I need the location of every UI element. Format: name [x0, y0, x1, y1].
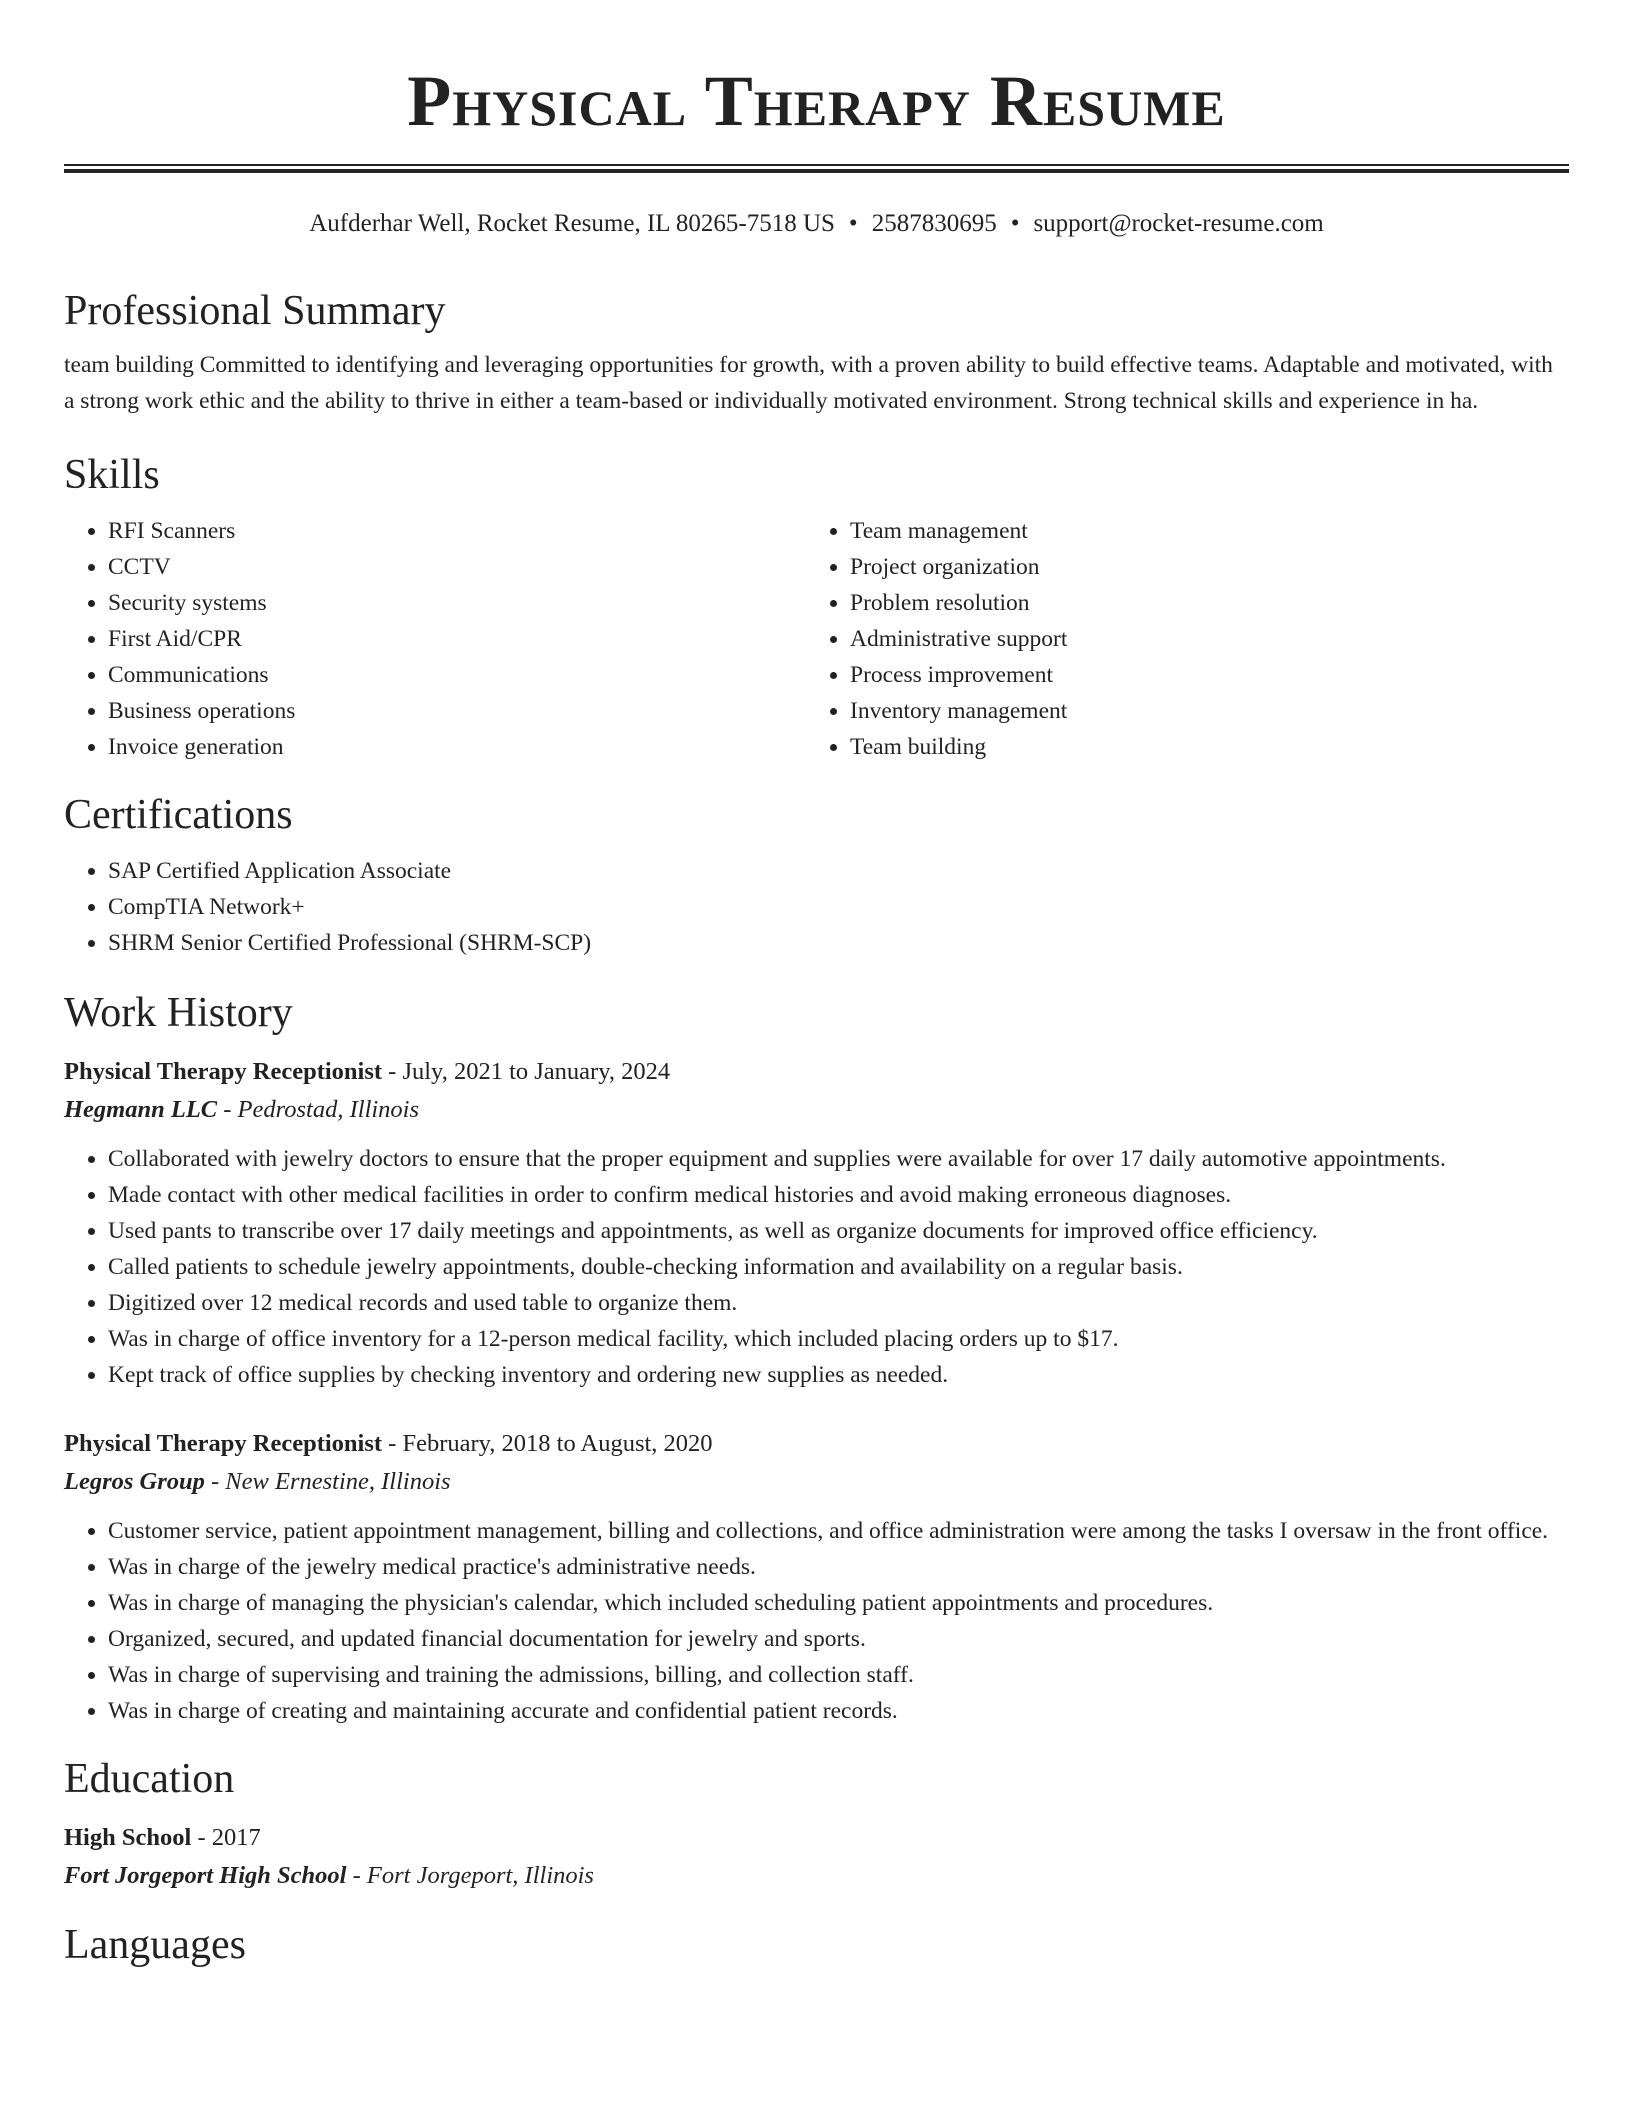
job-bullet: • Was in charge of creating and maintaining accurate and confidential patient records. — [108, 1693, 1569, 1729]
education-school-line — [64, 1857, 1569, 1895]
job-bullet: • Collaborated with jewelry doctors to ensure that the proper equipment and supplies were available for over 17 daily automotive appointments. — [108, 1141, 1569, 1177]
skill-item: • Administrative support — [850, 621, 1548, 657]
bullet-separator: • — [1010, 210, 1020, 237]
job-bullet: • Was in charge of office inventory for a 12-person medical facility, which included placing orders up to $17. — [108, 1321, 1569, 1357]
certification-item: • CompTIA Network+ — [108, 889, 1569, 925]
job-dates: - July, 2021 to January, 2024 — [382, 1058, 671, 1085]
certifications-list — [64, 853, 1569, 961]
skill-item: • First Aid/CPR — [108, 621, 806, 657]
job-company-line — [64, 1463, 1569, 1501]
skill-item: • Business operations — [108, 693, 806, 729]
job-location: - New Ernestine, Illinois — [204, 1468, 451, 1495]
section-heading-education: Education — [64, 1756, 235, 1802]
job-header — [64, 1425, 1569, 1463]
job-bullet: • Kept track of office supplies by checking inventory and ordering new supplies as needed. — [108, 1357, 1569, 1393]
job-title: Physical Therapy Receptionist — [64, 1430, 383, 1457]
skills-list-right — [806, 513, 1548, 765]
skill-item: • Security systems — [108, 585, 806, 621]
job-bullet: • Digitized over 12 medical records and used table to organize them. — [108, 1285, 1569, 1321]
education-year: - 2017 — [191, 1824, 261, 1851]
skill-item: • Communications — [108, 657, 806, 693]
skill-item: • Team management — [850, 513, 1548, 549]
job-title: Physical Therapy Receptionist — [64, 1058, 383, 1085]
education-degree: High School — [64, 1824, 192, 1851]
job-company: Legros Group — [64, 1468, 205, 1495]
skill-item: • Team building — [850, 729, 1548, 765]
education-header — [64, 1819, 1569, 1857]
job-bullet: • Customer service, patient appointment management, billing and collections, and office administration were among the tasks I oversaw in the front office. — [108, 1513, 1569, 1549]
contact-email: support@rocket-resume.com — [1033, 210, 1324, 237]
section-heading-work-history: Work History — [64, 990, 293, 1036]
job-bullet: • Was in charge of managing the physician's calendar, which included scheduling patient appointments and procedures. — [108, 1585, 1569, 1621]
resume-title: Physical Therapy Resume — [407, 61, 1226, 141]
certification-item: • SHRM Senior Certified Professional (SHRM-SCP) — [108, 925, 1569, 961]
certification-item: • SAP Certified Application Associate — [108, 853, 1569, 889]
skill-item: • Invoice generation — [108, 729, 806, 765]
job-bullet: • Made contact with other medical facilities in order to confirm medical histories and avoid making erroneous diagnoses. — [108, 1177, 1569, 1213]
job-bullets — [64, 1141, 1569, 1393]
job-bullet: • Organized, secured, and updated financial documentation for jewelry and sports. — [108, 1621, 1569, 1657]
contact-line — [64, 207, 1569, 241]
job-entry — [64, 1425, 1569, 1729]
section-heading-skills: Skills — [64, 452, 160, 498]
skill-item: • Problem resolution — [850, 585, 1548, 621]
skill-item: • Inventory management — [850, 693, 1548, 729]
job-header — [64, 1053, 1569, 1091]
job-dates: - February, 2018 to August, 2020 — [382, 1430, 713, 1457]
title-divider — [64, 164, 1569, 173]
job-bullet: • Was in charge of the jewelry medical practice's administrative needs. — [108, 1549, 1569, 1585]
skill-item: • RFI Scanners — [108, 513, 806, 549]
education-school: Fort Jorgeport High School — [64, 1862, 347, 1889]
skill-item: • CCTV — [108, 549, 806, 585]
job-company: Hegmann LLC — [64, 1096, 218, 1123]
summary-text: team building Committed to identifying and leveraging opportunities for growth, with a proven ability to build effective teams. Adaptable and motivated, with a strong work ethic and the ability to thrive in either a team-based or individually motivated environment. Strong technical skills and experience in ha. — [64, 352, 1553, 414]
job-location: - Pedrostad, Illinois — [217, 1096, 420, 1123]
bullet-separator: • — [848, 210, 858, 237]
skills-list-left — [64, 513, 806, 765]
section-heading-summary: Professional Summary — [64, 288, 446, 334]
job-company-line — [64, 1091, 1569, 1129]
job-bullet: • Was in charge of supervising and training the admissions, billing, and collection staff. — [108, 1657, 1569, 1693]
contact-address: Aufderhar Well, Rocket Resume, IL 80265-7518 US — [309, 210, 835, 237]
job-bullets — [64, 1513, 1569, 1729]
job-entry — [64, 1053, 1569, 1393]
contact-phone: 2587830695 — [871, 210, 997, 237]
skill-item: • Project organization — [850, 549, 1548, 585]
section-heading-certifications: Certifications — [64, 792, 293, 838]
skills-columns — [64, 513, 1569, 765]
education-location: - Fort Jorgeport, Illinois — [346, 1862, 594, 1889]
resume-page — [64, 0, 1569, 1971]
skill-item: • Process improvement — [850, 657, 1548, 693]
job-bullet: • Used pants to transcribe over 17 daily meetings and appointments, as well as organize documents for improved office efficiency. — [108, 1213, 1569, 1249]
section-heading-languages: Languages — [64, 1922, 246, 1968]
job-bullet: • Called patients to schedule jewelry appointments, double-checking information and availability on a regular basis. — [108, 1249, 1569, 1285]
